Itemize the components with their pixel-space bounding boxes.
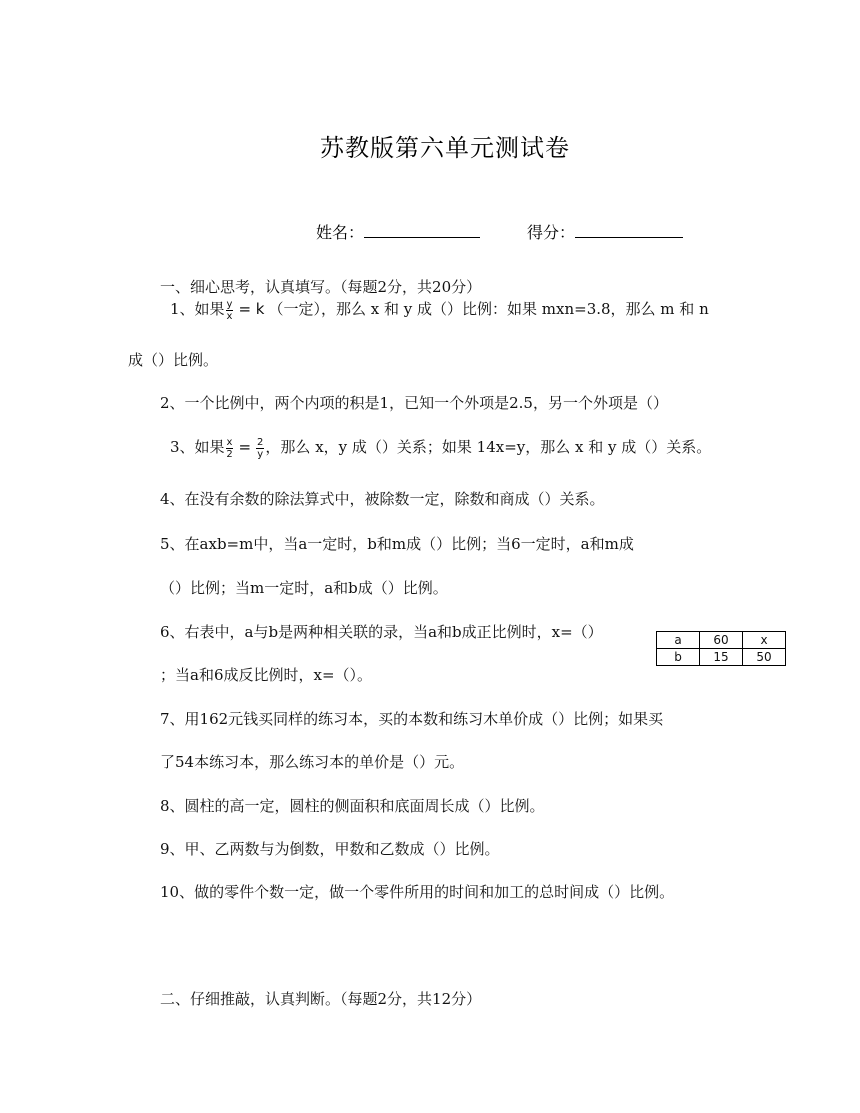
table-row: [657, 649, 786, 666]
question-2: 2、一个比例中，两个内项的积是1，已知一个外项是2.5，另一个外项是（）: [160, 394, 668, 412]
question-7-line1: 7、用162元钱买同样的练习本，买的本数和练习木单价成（）比例；如果买: [160, 710, 664, 728]
table-row: [657, 632, 786, 649]
q1-text: （一定），那么 x 和 y 成（）比例：如果 mxn=3.8，那么 m 和 n: [268, 300, 709, 318]
question-1-cont: 成（）比例。: [128, 351, 219, 369]
question-3: [170, 436, 711, 460]
question-5-line2: （）比例；当m一定时，a和b成（）比例。: [160, 579, 448, 597]
question-6-line1: 6、右表中，a与b是两种相关联的录，当a和b成正比例时，x=（）: [160, 623, 603, 641]
q3-text: ，那么 x，y 成（）关系；如果 14x=y，那么 x 和 y 成（）关系。: [265, 438, 712, 456]
fraction-x-over-2: $\frac{x}{2}$: [226, 436, 233, 460]
q3-prefix: 3、如果: [170, 438, 225, 456]
question-1: [170, 298, 709, 322]
question-4: 4、在没有余数的除法算式中，被除数一定，除数和商成（）关系。: [160, 490, 605, 508]
q3-equals: =: [238, 438, 252, 456]
table-cell: a: [657, 632, 700, 649]
question-5-line1: 5、在axb=m中，当a一定时，b和m成（）比例；当6一定时，a和m成: [160, 535, 634, 553]
section1-heading: 一、细心思考，认真填写。（每题2分，共20分）: [160, 278, 482, 296]
page-title: 苏教版第六单元测试卷: [320, 134, 570, 162]
table-cell: 15: [700, 649, 743, 666]
q1-prefix: 1、如果: [170, 300, 225, 318]
name-blank[interactable]: [364, 223, 480, 238]
question-8: 8、圆柱的高一定，圆柱的侧面积和底面周长成（）比例。: [160, 797, 545, 815]
question-7-line2: 了54本练习本，那么练习本的单价是（）元。: [160, 753, 465, 771]
name-label: 姓名：: [316, 223, 365, 242]
fraction-y-over-x: $\frac{y}{x}$: [226, 298, 233, 322]
section2-heading: 二、仔细推敲，认真判断。（每题2分，共12分）: [160, 990, 482, 1008]
question-9: 9、甲、乙两数与为倒数，甲数和乙数成（）比例。: [160, 840, 500, 858]
score-blank[interactable]: [575, 223, 683, 238]
q1-equation: = k: [238, 300, 265, 318]
table-cell: b: [657, 649, 700, 666]
table-cell: 50: [743, 649, 786, 666]
value-table: [656, 631, 786, 666]
name-field: [316, 220, 480, 243]
table-cell: 60: [700, 632, 743, 649]
score-field: [527, 220, 683, 243]
table-cell: x: [743, 632, 786, 649]
fraction-2-over-y: $\frac{2}{y}$: [257, 436, 264, 460]
score-label: 得分：: [527, 223, 576, 242]
question-6-line2: ；当a和6成反比例时，x=（）。: [160, 666, 373, 684]
question-10: 10、做的零件个数一定，做一个零件所用的时间和加工的总时间成（）比例。: [160, 883, 675, 901]
